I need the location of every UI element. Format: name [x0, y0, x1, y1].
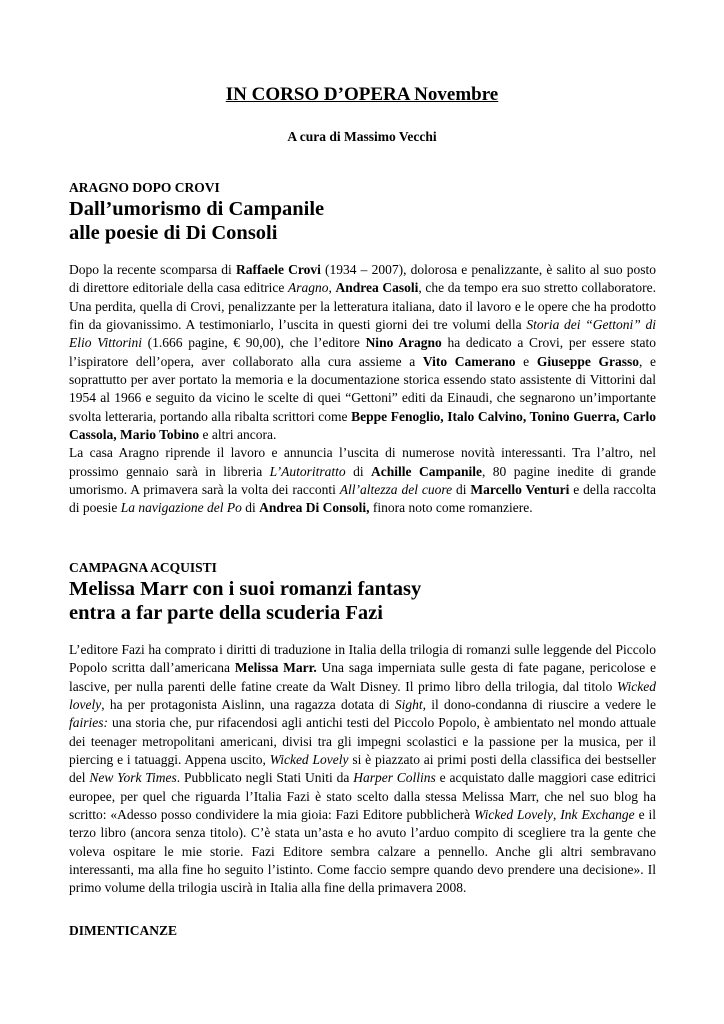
text-run: (1934 – 2007), dolorosa e penalizzante, è salito al suo posto di direttore editoriale della casa editrice	[69, 262, 656, 296]
text-run: finora noto come romanziere.	[369, 500, 533, 516]
text-run: , che da tempo era suo stretto collaboratore. Una perdita, quella di Crovi, penalizzante per la letteratura italiana, dato il lavoro e le opere che ha prodotto fin da giovanissimo. A testimoniarlo, l’uscita in questi giorni dei tre volumi della	[69, 280, 656, 333]
text-run: una storia che, pur rifacendosi agli antichi testi del Piccolo Popolo, è ambientato nel mondo attuale dei teenager metropolitani americani, divisi tra gli impegni scolastici e la passione per la musica, per il piercing e i tatuaggi. Appena uscito,	[69, 715, 656, 768]
text-run: , e soprattutto per aver portato la memoria e la documentazione storica essendo stato assistente di Vittorini dal 1954 al 1966 e seguito da vicino le scelte di quei “Gettoni” editi da Einaudi, che segnarono un’importante svolta letteraria, portando alla ribalta scrittori come	[69, 353, 657, 424]
headline-line: Dall’umorismo di Campanile	[69, 198, 325, 220]
text-run: Una saga imperniata sulle gesta di fate pagane, pericolose e lascive, per nulla parenti delle fatine create da Walt Disney. Il primo libro della trilogia, dal titolo	[69, 660, 656, 694]
italic-title: Harper Collins	[353, 770, 436, 786]
text-run: ,	[328, 280, 336, 296]
bold-name: Melissa Marr.	[234, 660, 317, 676]
bold-name: Nino Aragno	[365, 335, 442, 351]
text-run: e acquistato dalle maggiori case editrici europee, per quel che riguarda l’Italia Fazi è stato scelto dalla stessa Melissa Marr, che nel suo blog ha scritto: «Adesso posso condividere la mia gioia: Fazi Editore pubblicherà	[69, 770, 657, 823]
italic-term: Sight,	[394, 697, 427, 713]
article-body	[69, 261, 656, 518]
paragraph	[69, 444, 656, 517]
bold-name: Vito Camerano	[422, 353, 516, 369]
text-run: La casa Aragno riprende il lavoro e annuncia l’uscita di numerose novità interessanti. Tra l’altro, nel prossimo gennaio sarà in libreria	[69, 445, 656, 479]
italic-title: Wicked Lovely	[269, 752, 349, 768]
bold-name: Marcello Venturi	[470, 482, 570, 498]
bold-name: Giuseppe Grasso	[536, 353, 639, 369]
text-run: Dopo la recente scomparsa di	[69, 262, 236, 277]
text-run: e il terzo libro (ancora senza titolo). C’è stata un’asta e ho avuto l’arduo compito di scegliere tra la gente che voleva ospitare le mie storie. Fazi Editore sembra calzare a pennello. Anche gli altri sembravano interessanti, ma alla fine ho seguito l’istinto. Come faccio sempre quando devo prendere una decisione». Il primo volume della trilogia uscirà in Italia alla fine della primavera 2008.	[69, 807, 657, 896]
text-run: , ha per protagonista Aislinn, una ragazza dotata di	[101, 697, 395, 713]
page-title: IN CORSO D’OPERA Novembre	[225, 84, 499, 105]
headline-line: alle poesie di Di Consoli	[69, 222, 278, 244]
italic-term: fairies:	[69, 715, 108, 731]
paragraph	[69, 641, 656, 898]
curator-line: A cura di Massimo Vecchi	[287, 129, 437, 144]
text-run: ,	[552, 807, 561, 823]
article-headline	[69, 197, 656, 245]
text-run: e	[515, 353, 537, 369]
text-run: L’editore Fazi ha comprato i diritti di traduzione in Italia della trilogia di romanzi sulle leggende del Piccolo Popolo scritta dall’americana	[69, 642, 656, 676]
italic-title: Wicked lovely	[69, 678, 656, 713]
article-headline	[69, 577, 656, 625]
text-run: di	[241, 500, 260, 516]
text-run: ha dedicato a Crovi, per essere stato l’ispiratore dell’opera, aver collaborato alla cura assieme a	[69, 335, 656, 369]
italic-title: All’altezza del cuore	[339, 482, 453, 498]
text-run: di	[345, 463, 372, 479]
text-run: si è piazzato ai primi posti della classifica dei bestseller del	[69, 752, 656, 786]
italic-title: Storia dei “Gettoni” di Elio Vittorini	[69, 317, 657, 351]
article-dimenticanze	[69, 922, 656, 939]
bold-name: Beppe Fenoglio, Italo Calvino, Tonino Guerra, Carlo Cassola, Mario Tobino	[69, 408, 657, 443]
bold-name: Raffaele Crovi	[235, 262, 321, 277]
italic-title: Ink Exchange	[560, 807, 635, 823]
article-body	[69, 641, 656, 898]
bold-name: Achille Campanile	[371, 463, 482, 479]
article-kicker: DIMENTICANZE	[69, 923, 178, 938]
headline-line: Melissa Marr con i suoi romanzi fantasy	[69, 578, 422, 600]
headline-line: entra a far parte della scuderia Fazi	[69, 602, 383, 624]
article-kicker: CAMPAGNA ACQUISTI	[69, 560, 217, 575]
paragraph	[69, 261, 656, 444]
text-run: il dono-condanna di riuscire a vedere le	[426, 697, 656, 713]
text-run: . Pubblicato negli Stati Uniti da	[176, 770, 354, 786]
bold-name: Andrea Di Consoli,	[259, 500, 370, 516]
italic-title: La navigazione del Po	[120, 500, 242, 516]
text-run: e della raccolta di poesie	[69, 482, 656, 516]
text-run: di	[452, 482, 471, 498]
article-kicker: ARAGNO DOPO CROVI	[69, 180, 220, 195]
text-run: e altri ancora.	[199, 427, 277, 443]
article-fazi	[69, 559, 656, 898]
italic-title: New York Times	[89, 770, 177, 786]
italic-title: L’Autoritratto	[269, 463, 346, 479]
bold-name: Andrea Casoli	[335, 280, 419, 296]
italic-title: Aragno	[287, 280, 329, 296]
text-run: (1.666 pagine, € 90,00), che l’editore	[141, 335, 366, 351]
text-run: , 80 pagine inedite di grande umorismo. A primavera sarà la volta dei racconti	[69, 463, 656, 498]
italic-title: Wicked Lovely	[474, 807, 553, 823]
article-aragno	[69, 179, 656, 518]
